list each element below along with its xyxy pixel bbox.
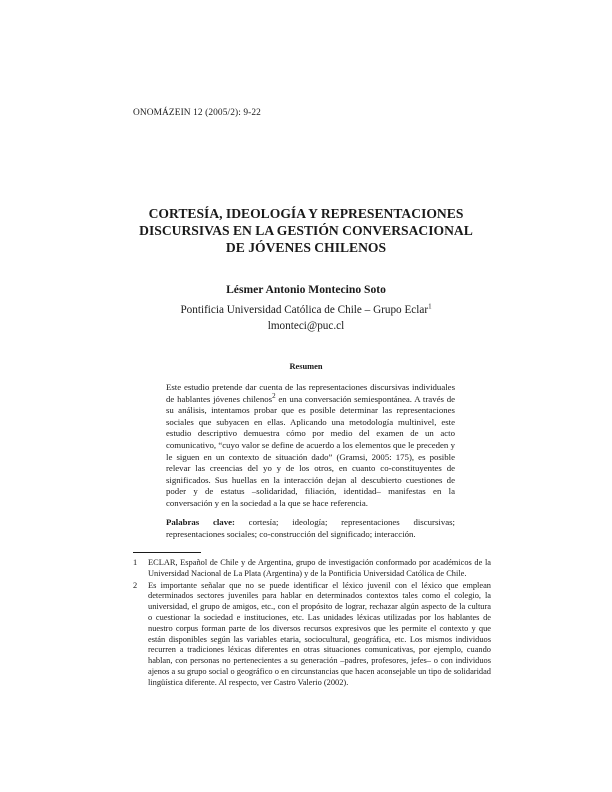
author-affiliation-block [120, 302, 492, 334]
footnote [133, 558, 491, 580]
keywords-label: Palabras clave: [166, 517, 235, 527]
footnote-text: Es importante señalar que no se puede identificar el léxico juvenil con el léxico que emplean determinados sectores juveniles para hablar en determinados contextos tales como el colegio, la universidad, el grupo de amigos, etc., con el propósito de lograr, rechazar algún aspecto de la cultura o cuestionar la sociedad e instituciones, etc. Las unidades léxicas utilizadas por los hablantes de nuestro corpus forman parte de los diversos recursos expresivos que les permite el contexto y que están disponibles según las variables etaria, sociocultural, geográfica, etc. Los mismos individuos recurren a tradiciones léxicas diferentes en otras situaciones comunicativas, por ejemplo, cuando hablan, con personas no pertenecientes a su generación –padres, profesores, jefes– o con individuos ajenos a su grupo social o geográfico o en circunstancias que hacen aconsejable un tipo de solidaridad lingüística diferente. Al respecto, ver Castro Valerio (2002). [148, 580, 491, 687]
footnote-number: 1 [133, 558, 138, 567]
footnote-text: ECLAR, Español de Chile y de Argentina, grupo de investigación conformado por académicos de la Universidad Nacional de La Plata (Argentina) y de la Pontificia Universidad Católica de Chile. [148, 558, 491, 578]
affiliation: Pontificia Universidad Católica de Chile – Grupo Eclar [180, 304, 429, 316]
footnotes [133, 558, 491, 690]
author-name: Lésmer Antonio Montecino Soto [226, 283, 386, 296]
keywords-text: cortesía; ideología; representaciones discursivas; representaciones sociales; co-construcción del significado; interacción. [166, 517, 455, 539]
keywords [166, 517, 455, 540]
footnote-marker: 1 [428, 302, 432, 311]
abstract-text [166, 382, 455, 510]
footnote-divider [133, 552, 201, 553]
abstract-text-part: Este estudio pretende dar cuenta de las representaciones discursivas individuales de hablantes jóvenes chilenos [166, 382, 455, 404]
footnote-marker: 2 [272, 391, 276, 400]
journal-citation: ONOMÁZEIN 12 (2005/2): 9-22 [133, 108, 261, 118]
footnote [133, 581, 491, 689]
author-email: lmonteci@puc.cl [267, 320, 345, 332]
title-line: DISCURSIVAS EN LA GESTIÓN CONVERSACIONAL [139, 223, 473, 238]
title-line: DE JÓVENES CHILENOS [225, 240, 387, 255]
article-title [120, 205, 492, 256]
abstract-text-part: en una conversación semiespontánea. A través de su análisis, intentamos probar que es posible determinar las representaciones sociales que subyacen en ellas. Aplicando una metodología multinivel, este estudio descriptivo demuestra cómo por medio del examen de un acto comunicativo, “cuyo valor se define de acuerdo a los elementos que le preceden y le siguen en un contexto de situación dado” (Gramsi, 2005: 175), es posible relevar las creencias del yo y de los otros, en cuanto co-constituyentes de significados. Sus huellas en la interacción dejan al descubierto cuestiones de poder y de estatus –solidaridad, filiación, identidad– manifestas en la conversación y en la sociedad a la que se hace referencia. [166, 393, 456, 508]
title-line: CORTESÍA, IDEOLOGÍA Y REPRESENTACIONES [148, 206, 464, 221]
footnote-number: 2 [133, 580, 138, 590]
affiliation-line [120, 302, 492, 318]
abstract-heading: Resumen [289, 362, 323, 371]
